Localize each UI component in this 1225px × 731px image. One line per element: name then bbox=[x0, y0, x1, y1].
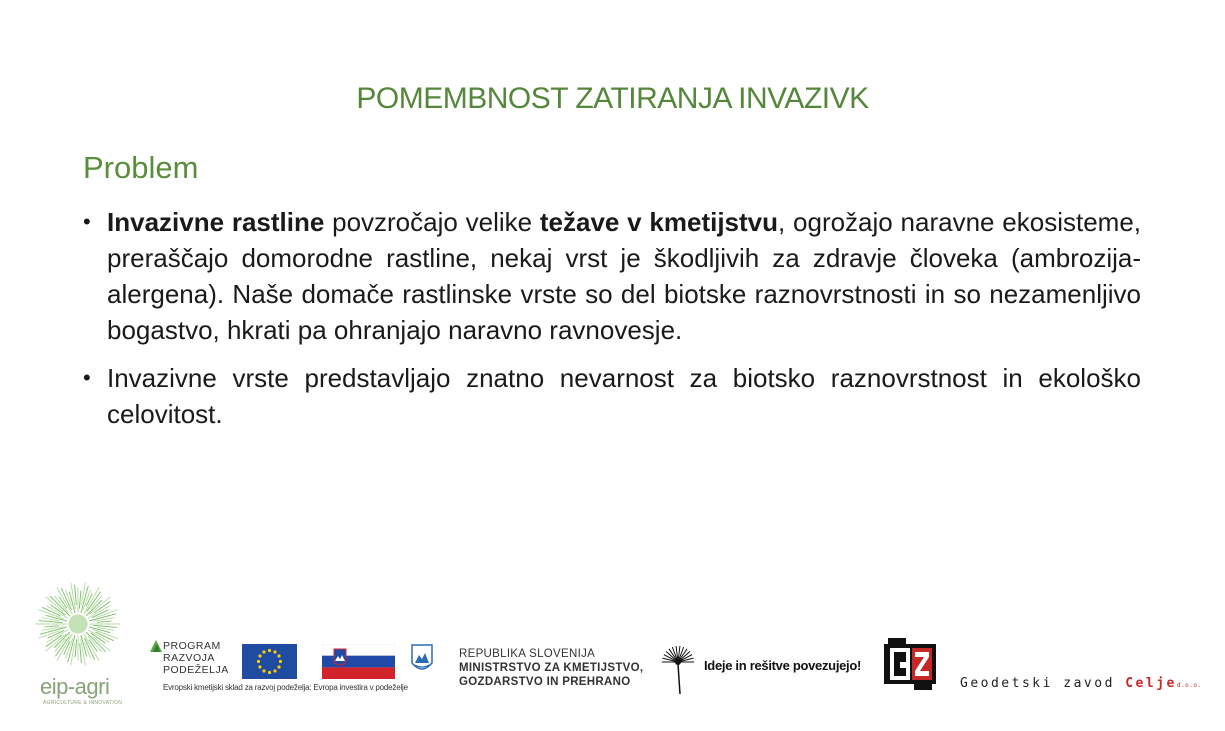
bullet-list bbox=[83, 204, 1141, 444]
prp-line-2: RAZVOJA bbox=[163, 652, 215, 664]
bullet-1-bold-problem: težave v kmetijstvu bbox=[539, 207, 779, 237]
bullet-icon: • bbox=[83, 365, 91, 390]
eip-agri-tagline: AGRICULTURE & INNOVATION bbox=[43, 700, 123, 706]
eip-agri-logo-text: eip-agri bbox=[40, 674, 110, 699]
eip-agri-wreath-logo bbox=[30, 576, 126, 672]
bullet-item-1 bbox=[83, 204, 1141, 348]
slovenia-flag-icon bbox=[322, 644, 395, 679]
gzc-city: Celje bbox=[1125, 676, 1177, 691]
gzc-name: Geodetski zavod bbox=[960, 676, 1126, 691]
bullet-1-text-a: povzročajo velike bbox=[324, 207, 540, 237]
prp-line-1: PROGRAM bbox=[163, 640, 221, 652]
ministry-line-1: REPUBLIKA SLOVENIJA bbox=[459, 648, 596, 660]
prp-leaf-icon bbox=[148, 638, 164, 654]
gzc-suffix: d.o.o. bbox=[1176, 682, 1202, 689]
ministry-line-2: MINISTRSTVO ZA KMETIJSTVO, bbox=[459, 662, 644, 674]
bullet-1-text-b: , ogrožajo naravne ekosisteme, preraščajo domorodne rastline, nekaj vrst je škodljivih za zdravje človeka (ambrozija-alergena). Naše domače rastlinske vrste so del biotske raznovrstnosti in so nezamenljivo bogastvo, hkrati pa ohranjajo naravno ravnovesje. bbox=[107, 207, 1141, 345]
ministry-logo-text bbox=[459, 647, 643, 689]
slide-title: POMEMBNOST ZATIRANJA INVAZIVK bbox=[356, 82, 869, 115]
dandelion-icon bbox=[660, 642, 702, 694]
bullet-2-text: Invazivne vrste predstavljajo znatno nevarnost za biotsko raznovrstnost in ekološko celovitost. bbox=[107, 363, 1141, 429]
partner-logos-footer bbox=[0, 570, 1225, 731]
geodetski-zavod-celje-logo bbox=[960, 676, 1202, 691]
bullet-1-bold-subject: Invazivne rastline bbox=[107, 207, 325, 237]
program-razvoja-podezelja-logo bbox=[163, 640, 229, 676]
bullet-item-2 bbox=[83, 360, 1141, 432]
ideje-slogan: Ideje in rešitve povezujejo! bbox=[704, 658, 862, 673]
slovenia-crest-icon bbox=[410, 643, 434, 675]
gz-logo-icon bbox=[884, 638, 936, 690]
section-heading: Problem bbox=[83, 150, 199, 185]
eu-flag-icon bbox=[242, 644, 297, 679]
bullet-icon: • bbox=[83, 209, 91, 234]
eafrd-caption: Evropski kmetijski sklad za razvoj podeželja: Evropa investira v podeželje bbox=[163, 683, 408, 692]
ministry-line-3: GOZDARSTVO IN PREHRANO bbox=[459, 676, 631, 688]
prp-line-3: PODEŽELJA bbox=[163, 664, 229, 676]
